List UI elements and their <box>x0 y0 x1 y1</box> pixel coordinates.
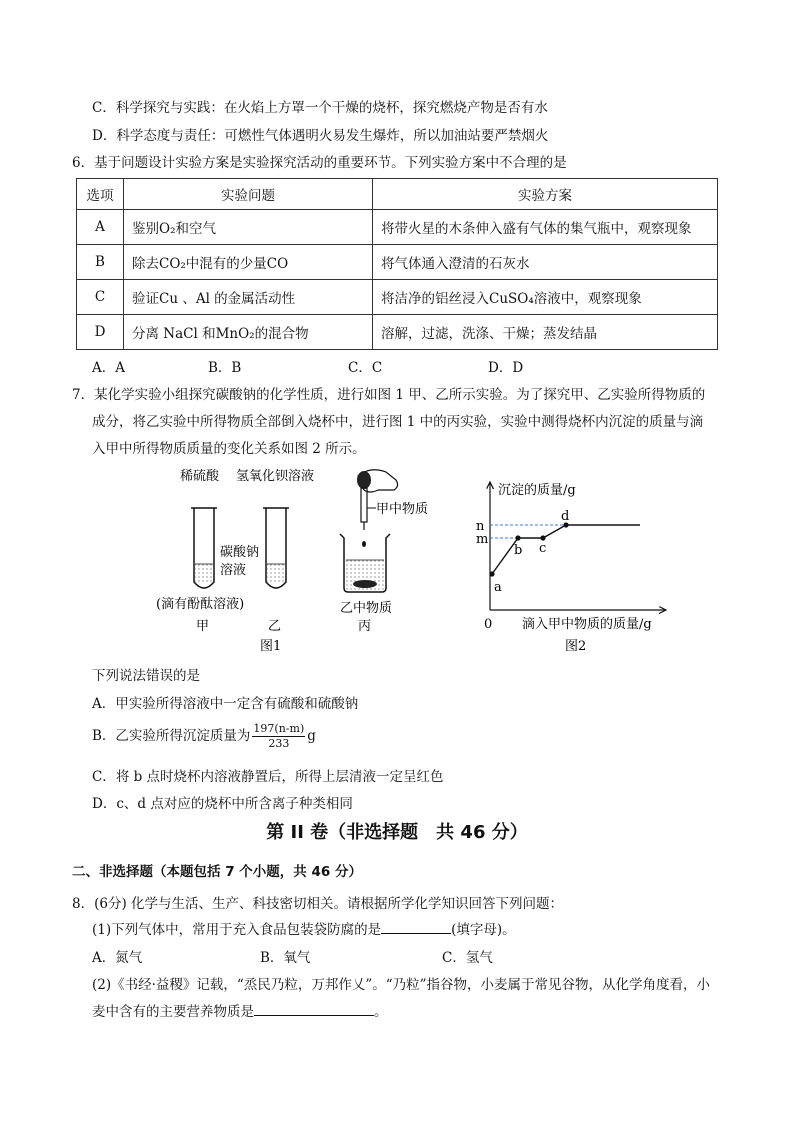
label-d: d <box>561 509 570 524</box>
q7-option-b[interactable] <box>92 722 316 751</box>
row-option: B <box>77 245 124 280</box>
table-row <box>77 280 718 315</box>
dropper-tube <box>361 488 367 522</box>
label-yi-substance: 乙中物质 <box>340 601 393 616</box>
q7-ask: 下列说法错误的是 <box>92 668 200 684</box>
origin-label: 0 <box>484 617 493 632</box>
label-jia-substance: 甲中物质 <box>376 502 429 517</box>
sub2-suffix: 。 <box>374 1004 388 1020</box>
row-problem: 除去CO₂中混有的少量CO <box>124 245 373 280</box>
q7-stem-2: 成分，将乙实验中所得物质全部倒入烧杯中，进行图 1 中的丙实验，实验中测得烧杯内沉淀的质量与滴 <box>92 414 704 430</box>
row-problem: 验证Cu 、Al 的金属活动性 <box>124 280 373 315</box>
fraction <box>252 722 305 751</box>
row-plan: 将气体通入澄清的石灰水 <box>373 245 718 280</box>
option-c-prev: C．科学探究与实践：在火焰上方罩一个干燥的烧杯，探究燃烧产物是否有水 <box>92 100 548 116</box>
choice-c[interactable]: C．C <box>348 360 383 376</box>
label-b: b <box>514 543 523 558</box>
q8-sub2-line2 <box>92 1000 388 1020</box>
y-axis-label: 沉淀的质量/g <box>498 483 576 498</box>
q7-option-a[interactable]: A．甲实验所得溶液中一定含有硫酸和硫酸钠 <box>92 696 359 712</box>
header-problem: 实验问题 <box>124 179 373 210</box>
label-barium-hydroxide: 氢氧化钡溶液 <box>236 469 315 484</box>
q6-table <box>76 178 718 350</box>
label-sodium-carbonate: 碳酸钠 <box>220 545 260 560</box>
row-problem: 分离 NaCl 和MnO₂的混合物 <box>124 315 373 350</box>
q8-stem: 8．(6分) 化学与生活、生产、科技密切相关。请根据所学化学知识回答下列问题： <box>72 896 564 912</box>
table-row <box>77 315 718 350</box>
figure-1-caption: 图1 <box>260 639 282 654</box>
option-b-unit: g <box>307 728 316 744</box>
row-problem: 鉴别O₂和空气 <box>124 210 373 245</box>
figure-2-caption: 图2 <box>565 639 587 652</box>
fraction-denominator: 233 <box>268 737 290 750</box>
n-label: n <box>476 519 485 534</box>
section-heading: 二、非选择题（本题包括 7 个小题，共 46 分） <box>72 864 362 880</box>
x-axis-label: 滴入甲中物质的质量/g <box>522 617 652 632</box>
option-b-text: B．乙实验所得沉淀质量为 <box>92 728 251 744</box>
q7-option-d[interactable]: D．c、d 点对应的烧杯中所含离子种类相同 <box>92 796 353 812</box>
m-label: m <box>476 532 489 547</box>
answer-blank-1[interactable] <box>381 921 451 934</box>
q7-stem-1: 7．某化学实验小组探究碳酸钠的化学性质，进行如图 1 甲、乙所示实验。为了探究甲、乙实验所得物质的 <box>72 387 706 403</box>
q8-sub1 <box>92 918 516 938</box>
table-row <box>77 245 718 280</box>
fraction-numerator: 197(n-m) <box>253 722 305 735</box>
label-dilute-sulfuric-acid: 稀硫酸 <box>180 469 220 484</box>
answer-blank-2[interactable] <box>254 1003 374 1016</box>
point-b <box>515 535 520 540</box>
choice-oxygen[interactable]: B．氧气 <box>260 950 311 966</box>
point-a <box>489 571 494 576</box>
sub2-text: 麦中含有的主要营养物质是 <box>92 1004 254 1020</box>
choice-d[interactable]: D．D <box>488 360 524 376</box>
droplet <box>362 541 366 547</box>
row-option: A <box>77 210 124 245</box>
sub1-suffix: (填字母)。 <box>451 922 516 938</box>
row-plan: 将洁净的铝丝浸入CuSO₄溶液中，观察现象 <box>373 280 718 315</box>
row-plan: 溶解，过滤，洗涤、干燥；蒸发结晶 <box>373 315 718 350</box>
header-option: 选项 <box>77 179 124 210</box>
label-jia: 甲 <box>196 619 210 634</box>
liquid-yi <box>267 564 285 582</box>
option-d-prev: D．科学态度与责任：可燃性气体遇明火易发生爆炸，所以加油站要严禁烟火 <box>92 128 549 144</box>
choice-a[interactable]: A．A <box>92 360 125 376</box>
q8-sub2-line1: (2)《书经·益稷》记载，“烝民乃粒，万邦作乂”。“乃粒”指谷物，小麦属于常见谷物，从化学角度看，小 <box>92 977 711 993</box>
sub1-text: (1)下列气体中，常用于充入食品包装袋防腐的是 <box>92 922 382 938</box>
figure-1 <box>150 460 450 660</box>
table-header-row <box>77 179 718 210</box>
label-bing: 丙 <box>358 619 372 634</box>
q7-option-c[interactable]: C．将 b 点时烧杯内溶液静置后，所得上层清液一定呈红色 <box>92 769 444 785</box>
row-option: C <box>77 280 124 315</box>
q6-stem: 6．基于问题设计实验方案是实验探究活动的重要环节。下列实验方案中不合理的是 <box>72 155 567 171</box>
choice-b[interactable]: B．B <box>208 360 242 376</box>
choice-hydrogen[interactable]: C．氢气 <box>442 950 493 966</box>
q7-stem-3: 入甲中所得物质质量的变化关系如图 2 所示。 <box>92 441 366 457</box>
choice-nitrogen[interactable]: A．氮气 <box>92 950 143 966</box>
liquid-jia <box>195 564 213 582</box>
figure-2 <box>470 472 680 652</box>
label-phenolphthalein: (滴有酚酞溶液) <box>156 597 245 612</box>
point-c <box>540 535 545 540</box>
precipitate <box>353 580 377 588</box>
header-plan: 实验方案 <box>373 179 718 210</box>
table-row <box>77 210 718 245</box>
label-a: a <box>494 580 502 595</box>
label-solution: 溶液 <box>220 563 247 578</box>
row-plan: 将带火星的木条伸入盛有气体的集气瓶中，观察现象 <box>373 210 718 245</box>
dropper-bulb-icon <box>357 471 371 489</box>
label-yi: 乙 <box>268 619 282 634</box>
part-2-title: 第 II 卷（非选择题 共 46 分） <box>266 822 528 843</box>
row-option: D <box>77 315 124 350</box>
label-c: c <box>539 541 547 556</box>
